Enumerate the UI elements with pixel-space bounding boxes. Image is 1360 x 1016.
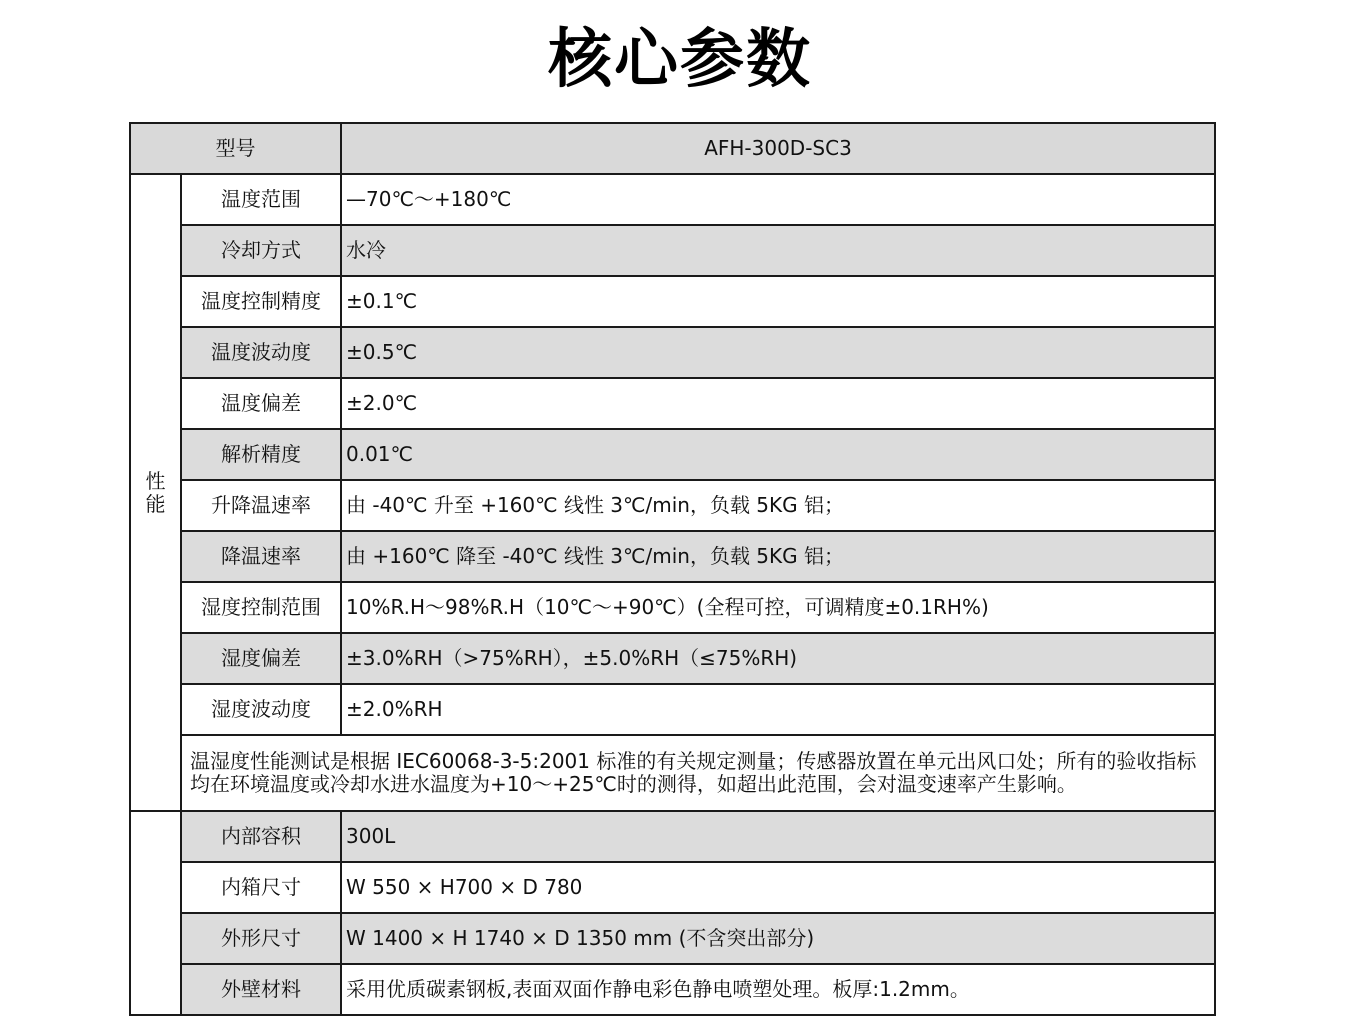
row-value: ±2.0℃ bbox=[341, 378, 1215, 429]
row-label: 温度偏差 bbox=[181, 378, 341, 429]
row-label: 温度控制精度 bbox=[181, 276, 341, 327]
table-row bbox=[130, 276, 1215, 327]
table-row bbox=[130, 378, 1215, 429]
table-row bbox=[130, 429, 1215, 480]
table-row bbox=[130, 480, 1215, 531]
note-row bbox=[130, 735, 1215, 811]
row-label: 湿度偏差 bbox=[181, 633, 341, 684]
table-row bbox=[130, 862, 1215, 913]
spec-table bbox=[129, 122, 1216, 1016]
table-row bbox=[130, 964, 1215, 1015]
row-value: 0.01℃ bbox=[341, 429, 1215, 480]
row-label: 内部容积 bbox=[181, 811, 341, 862]
performance-note: 温湿度性能测试是根据 IEC60068-3-5:2001 标准的有关规定测量；传感器放置在单元出风口处；所有的验收指标均在环境温度或冷却水进水温度为+10～+25℃时的测得，如超出此范围，会对温变速率产生影响。 bbox=[181, 735, 1215, 811]
row-value: ±3.0%RH（>75%RH），±5.0%RH（≤75%RH) bbox=[341, 633, 1215, 684]
row-value: W 550 × H700 × D 780 bbox=[341, 862, 1215, 913]
row-value: 由 +160℃ 降至 -40℃ 线性 3℃/min，负载 5KG 铝； bbox=[341, 531, 1215, 582]
row-label: 解析精度 bbox=[181, 429, 341, 480]
table-row bbox=[130, 531, 1215, 582]
row-value: 采用优质碳素钢板,表面双面作静电彩色静电喷塑处理。板厚:1.2mm。 bbox=[341, 964, 1215, 1015]
model-label: 型号 bbox=[130, 123, 341, 174]
row-value: ±0.1℃ bbox=[341, 276, 1215, 327]
row-label: 内箱尺寸 bbox=[181, 862, 341, 913]
table-row bbox=[130, 327, 1215, 378]
table-row bbox=[130, 913, 1215, 964]
row-value: —70℃～+180℃ bbox=[341, 174, 1215, 225]
row-value: 300L bbox=[341, 811, 1215, 862]
row-label: 冷却方式 bbox=[181, 225, 341, 276]
table-row bbox=[130, 811, 1215, 862]
row-value: 由 -40℃ 升至 +160℃ 线性 3℃/min，负载 5KG 铝； bbox=[341, 480, 1215, 531]
table-header-row bbox=[130, 123, 1215, 174]
row-value: ±0.5℃ bbox=[341, 327, 1215, 378]
row-label: 湿度波动度 bbox=[181, 684, 341, 735]
row-value: 10%R.H～98%R.H（10℃～+90℃）(全程可控，可调精度±0.1RH%) bbox=[341, 582, 1215, 633]
row-label: 降温速率 bbox=[181, 531, 341, 582]
performance-group-label: 性能 bbox=[130, 174, 181, 811]
table-row bbox=[130, 174, 1215, 225]
row-label: 湿度控制范围 bbox=[181, 582, 341, 633]
row-value: W 1400 × H 1740 × D 1350 mm (不含突出部分) bbox=[341, 913, 1215, 964]
row-label: 外形尺寸 bbox=[181, 913, 341, 964]
model-value: AFH-300D-SC3 bbox=[341, 123, 1215, 174]
page-title: 核心参数 bbox=[548, 23, 812, 97]
row-label: 升降温速率 bbox=[181, 480, 341, 531]
table-row bbox=[130, 633, 1215, 684]
structure-group-label bbox=[130, 811, 181, 1015]
row-label: 温度范围 bbox=[181, 174, 341, 225]
table-row bbox=[130, 684, 1215, 735]
row-label: 外壁材料 bbox=[181, 964, 341, 1015]
table-row bbox=[130, 225, 1215, 276]
row-value: ±2.0%RH bbox=[341, 684, 1215, 735]
row-label: 温度波动度 bbox=[181, 327, 341, 378]
table-row bbox=[130, 582, 1215, 633]
row-value: 水冷 bbox=[341, 225, 1215, 276]
